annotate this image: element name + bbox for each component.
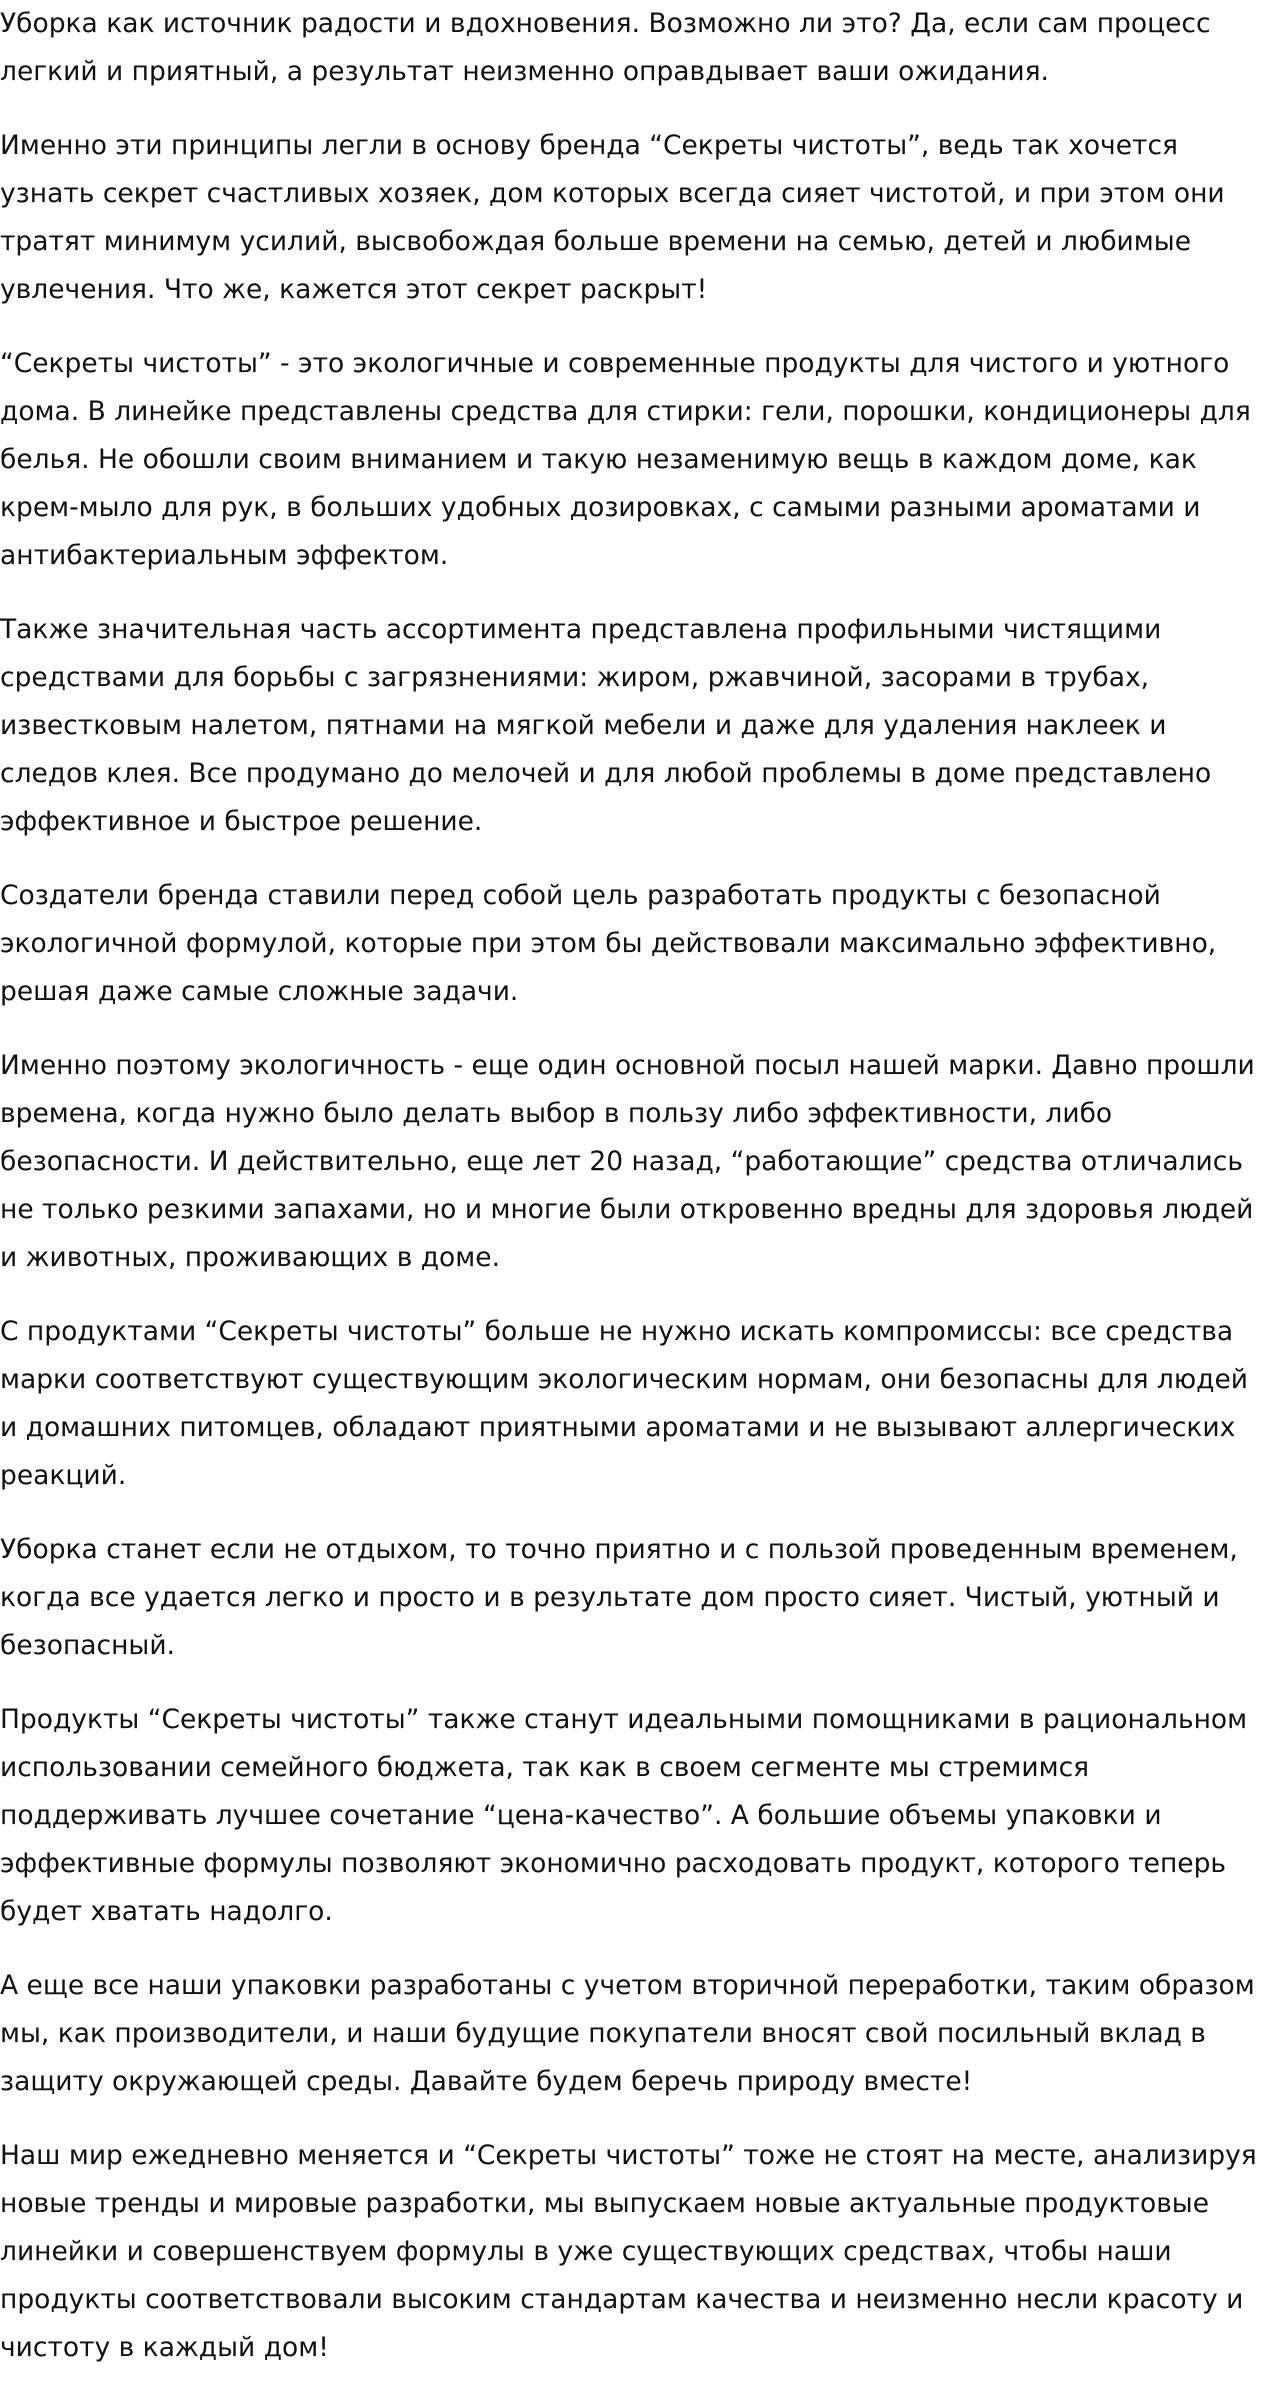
paragraph-ecology: Именно поэтому экологичность - еще один основной посыл нашей марки. Давно прошли времена, когда нужно было делать выбор в пользу либо эффективности, либо безопасности. И действительно, еще лет 20 назад, “работающие” средства отличались не только резкими запахами, но и многие были откровенно вредны для здоровья людей и животных, проживающих в доме. xyxy=(0,1050,1255,1273)
paragraph-product-line: “Секреты чистоты” - это экологичные и современные продукты для чистого и уютного дома. В линейке представлены средства для стирки: гели, порошки, кондиционеры для белья. Не обошли своим вниманием и такую незаменимую вещь в каждом доме, как крем-мыло для рук, в больших удобных дозировках, с самыми разными ароматами и антибактериальным эффектом. xyxy=(0,348,1251,571)
paragraph-innovation: Наш мир ежедневно меняется и “Секреты чистоты” тоже не стоят на месте, анализируя новые тренды и мировые разработки, мы выпускаем новые актуальные продуктовые линейки и совершенствуем формулы в уже существующих средствах, чтобы наши продукты соответствовали высоким стандартам качества и неизменно несли красоту и чистоту в каждый дом! xyxy=(0,2140,1257,2363)
paragraph-safety: С продуктами “Секреты чистоты” больше не нужно искать компромиссы: все средства марки соответствуют существующим экологическим нормам, они безопасны для людей и домашних питомцев, обладают приятными ароматами и не вызывают аллергических реакций. xyxy=(0,1316,1249,1491)
paragraph-brand-goal: Создатели бренда ставили перед собой цель разработать продукты с безопасной экологичной формулой, которые при этом бы действовали максимально эффективно, решая даже самые сложные задачи. xyxy=(0,880,1217,1007)
paragraph-cleaning-agents: Также значительная часть ассортимента представлена профильными чистящими средствами для борьбы с загрязнениями: жиром, ржавчиной, засорами в трубах, известковым налетом, пятнами на мягкой мебели и даже для удаления наклеек и следов клея. Все продумано до мелочей и для любой проблемы в доме представлено эффективное и быстрое решение. xyxy=(0,614,1212,837)
paragraph-intro: Уборка как источник радости и вдохновения. Возможно ли это? Да, если сам процесс легкий и приятный, а результат неизменно оправдывает ваши ожидания. xyxy=(0,8,1211,87)
paragraph-budget: Продукты “Секреты чистоты” также станут идеальными помощниками в рациональном использовании семейного бюджета, так как в своем сегменте мы стремимся поддерживать лучшее сочетание “цена-качество”. А большие объемы упаковки и эффективные формулы позволяют экономично расходовать продукт, которого теперь будет хватать надолго. xyxy=(0,1704,1248,1927)
paragraph-recycling: А еще все наши упаковки разработаны с учетом вторичной переработки, таким образом мы, как производители, и наши будущие покупатели вносят свой посильный вклад в защиту окружающей среды. Давайте будем беречь природу вместе! xyxy=(0,1970,1255,2097)
paragraph-cleaning-pleasure: Уборка станет если не отдыхом, то точно приятно и с пользой проведенным временем, когда все удается легко и просто и в результате дом просто сияет. Чистый, уютный и безопасный. xyxy=(0,1534,1238,1661)
paragraph-brand-principles: Именно эти принципы легли в основу бренда “Секреты чистоты”, ведь так хочется узнать секрет счастливых хозяек, дом которых всегда сияет чистотой, и при этом они тратят минимум усилий, высвобождая больше времени на семью, детей и любимые увлечения. Что же, кажется этот секрет раскрыт! xyxy=(0,130,1225,305)
